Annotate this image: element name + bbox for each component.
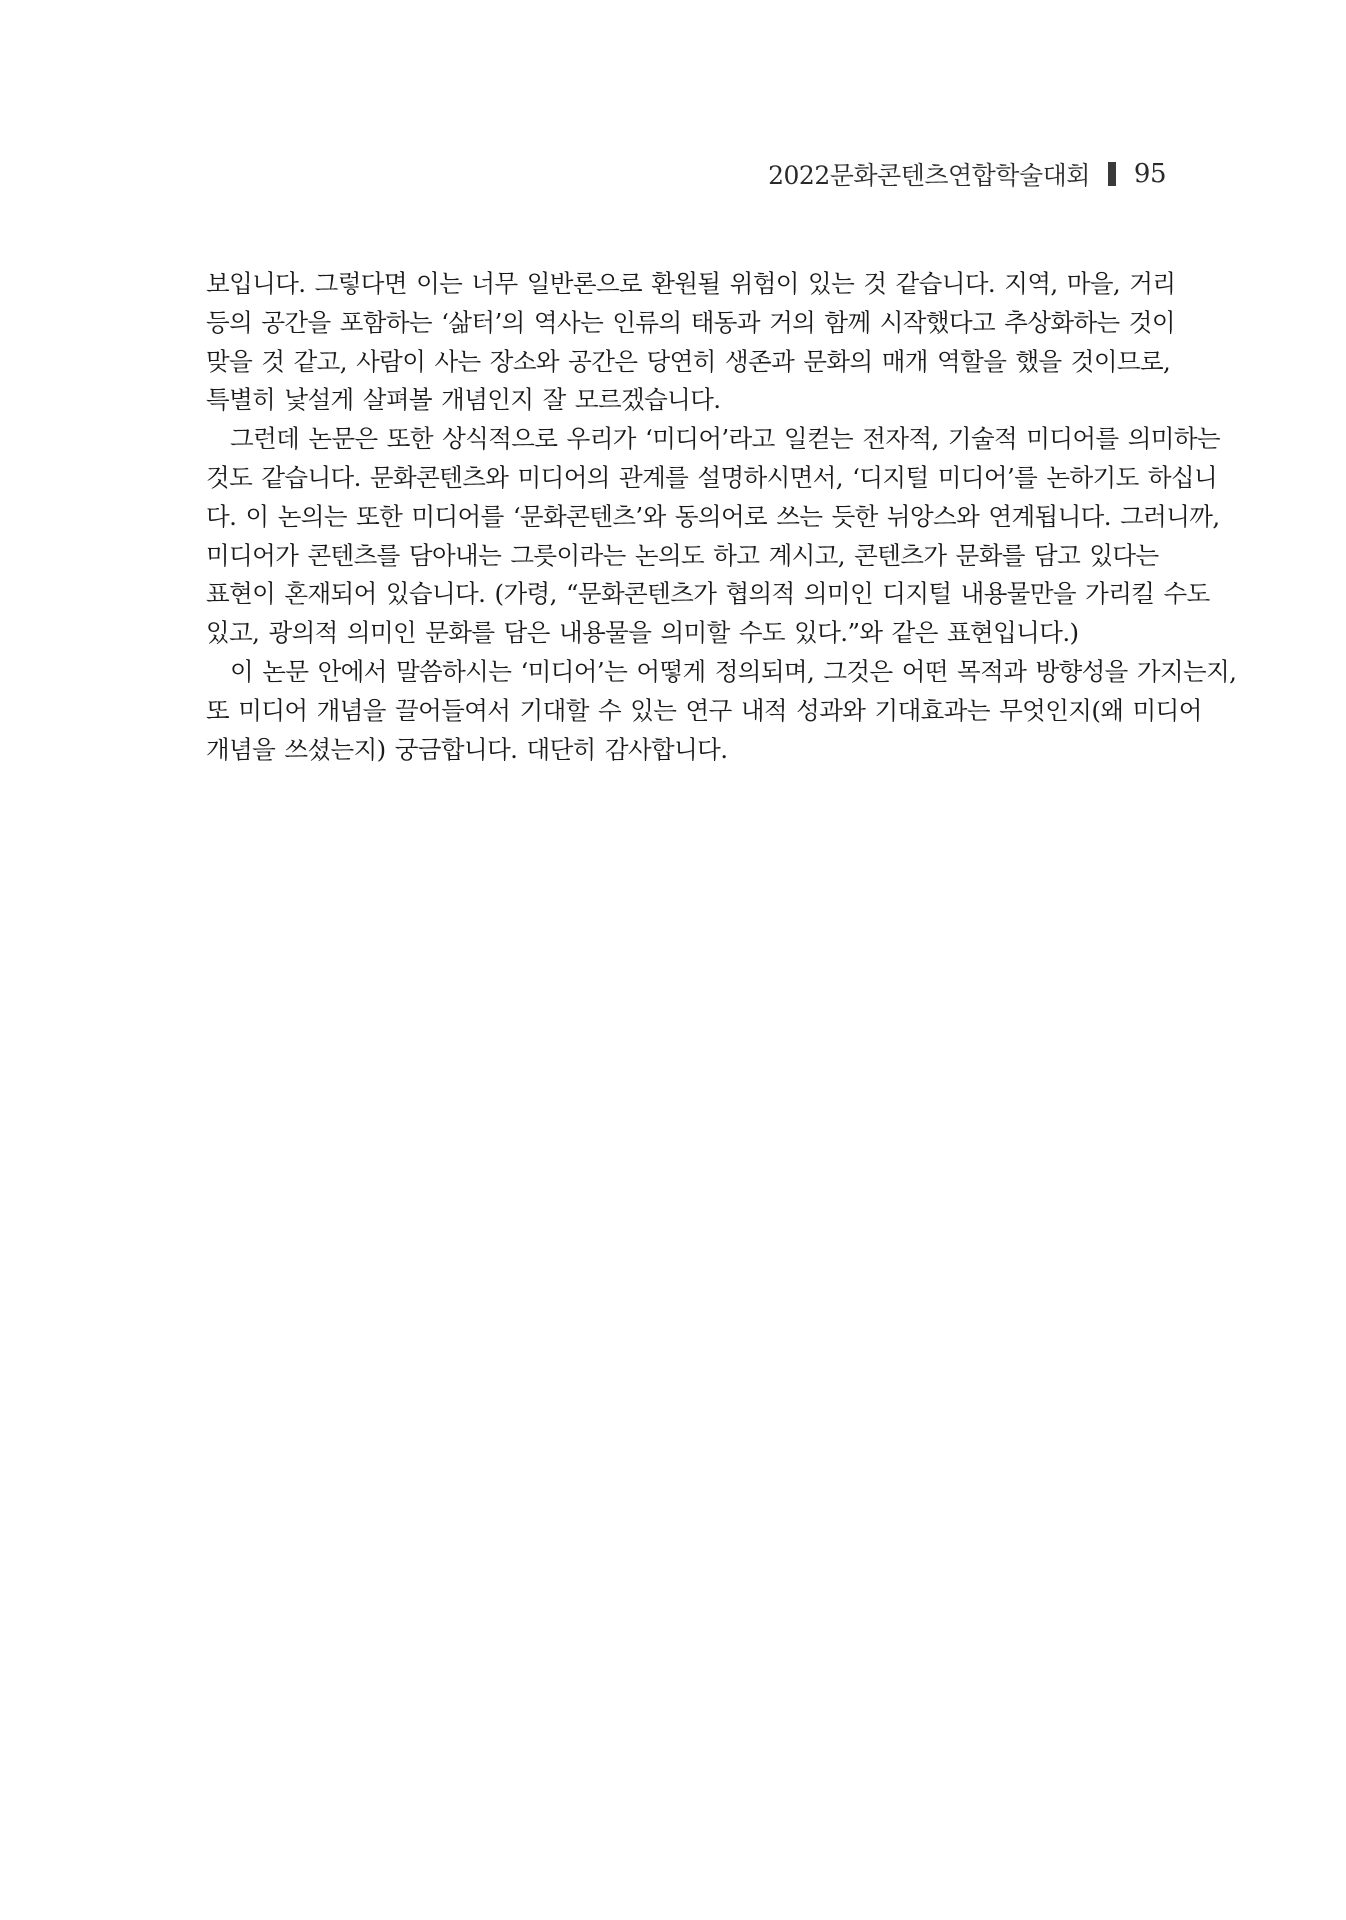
text-line: 있고, 광의적 의미인 문화를 담은 내용물을 의미할 수도 있다.”와 같은 표현입니다.): [206, 618, 1079, 648]
text-line: 미디어가 콘텐츠를 담아내는 그릇이라는 논의도 하고 계시고, 콘텐츠가 문화를 담고 있다는: [206, 540, 1159, 570]
body-text: [206, 265, 1237, 769]
text-line: 다. 이 논의는 또한 미디어를 ‘문화콘텐츠’와 동의어로 쓰는 듯한 뉘앙스와 연계됩니다. 그러니까,: [206, 501, 1220, 531]
running-header: [768, 156, 1166, 192]
text-line: 맞을 것 같고, 사람이 사는 장소와 공간은 당연히 생존과 문화의 매개 역할을 했을 것이므로,: [206, 346, 1171, 376]
text-line: 개념을 쓰셨는지) 궁금합니다. 대단히 감사합니다.: [206, 734, 728, 764]
paragraph-2: [206, 420, 1220, 653]
paragraph-3: [206, 653, 1237, 769]
text-line: 그런데 논문은 또한 상식적으로 우리가 ‘미디어’라고 일컫는 전자적, 기술적 미디어를 의미하는: [230, 424, 1220, 454]
text-line: 보입니다. 그렇다면 이는 너무 일반론으로 환원될 위험이 있는 것 같습니다. 지역, 마을, 거리: [206, 269, 1176, 298]
text-line: 것도 같습니다. 문화콘텐츠와 미디어의 관계를 설명하시면서, ‘디지털 미디어’를 논하기도 하십니: [206, 462, 1218, 492]
text-line: 이 논문 안에서 말씀하시는 ‘미디어’는 어떻게 정의되며, 그것은 어떤 목적과 방향성을 가지는지,: [230, 656, 1237, 686]
paragraph-1: [206, 265, 1176, 420]
header-title: 2022문화콘텐츠연합학술대회: [768, 161, 1090, 190]
text-line: 특별히 낯설게 살펴볼 개념인지 잘 모르겠습니다.: [206, 385, 721, 415]
page-number: 95: [1133, 159, 1166, 189]
text-line: 표현이 혼재되어 있습니다. (가령, “문화콘텐츠가 협의적 의미인 디지털 내용물만을 가리킬 수도: [206, 579, 1210, 609]
header-divider-bar: [1108, 162, 1116, 186]
text-line: 등의 공간을 포함하는 ‘삶터’의 역사는 인류의 태동과 거의 함께 시작했다고 추상화하는 것이: [206, 307, 1175, 337]
text-line: 또 미디어 개념을 끌어들여서 기대할 수 있는 연구 내적 성과와 기대효과는 무엇인지(왜 미디어: [206, 695, 1202, 725]
